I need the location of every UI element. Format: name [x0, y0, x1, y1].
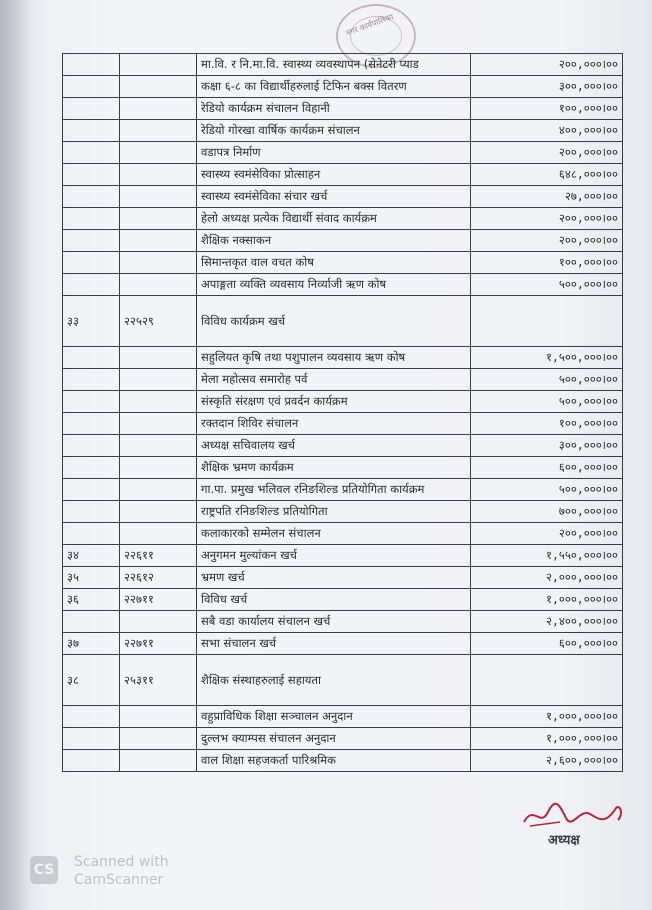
- description-cell: सहुलियत कृषि तथा पशुपालन व्यवसाय ऋण कोष: [197, 347, 471, 369]
- description-cell: दुल्लभ क्याम्पस संचालन अनुदान: [197, 728, 471, 750]
- description-cell: वडापत्र निर्माण: [197, 142, 471, 164]
- budget-code-cell: [120, 98, 197, 120]
- budget-code-cell: [120, 479, 197, 501]
- serial-number-cell: [63, 479, 120, 501]
- description-cell: भ्रमण खर्च: [197, 567, 471, 589]
- watermark-line2: CamScanner: [74, 872, 164, 888]
- amount-cell: २००,०००।००: [471, 230, 623, 252]
- table-row: [63, 391, 623, 413]
- budget-code-cell: [120, 413, 197, 435]
- serial-number-cell: ३६: [63, 589, 120, 611]
- serial-number-cell: ३५: [63, 567, 120, 589]
- table-row: [63, 523, 623, 545]
- budget-code-cell: [120, 501, 197, 523]
- serial-number-cell: [63, 347, 120, 369]
- table-row: [63, 208, 623, 230]
- budget-table: [62, 53, 623, 772]
- description-cell: विविध कार्यक्रम खर्च: [197, 296, 471, 347]
- serial-number-cell: [63, 369, 120, 391]
- serial-number-cell: ३८: [63, 655, 120, 706]
- table-row: [63, 728, 623, 750]
- table-row: [63, 413, 623, 435]
- description-cell: वहुप्राविधिक शिक्षा सञ्चालन अनुदान: [197, 706, 471, 728]
- budget-code-cell: २५३११: [120, 655, 197, 706]
- budget-code-cell: [120, 706, 197, 728]
- description-cell: सिमान्तकृत वाल वचत कोष: [197, 252, 471, 274]
- table-row: [63, 76, 623, 98]
- amount-cell: ३००,०००।००: [471, 435, 623, 457]
- budget-code-cell: २२६११: [120, 545, 197, 567]
- description-cell: संस्कृति संरक्षण एवं प्रवर्दन कार्यक्रम: [197, 391, 471, 413]
- amount-cell: २,४००,०००।००: [471, 611, 623, 633]
- description-cell: शैक्षिक संस्थाहरुलाई सहायता: [197, 655, 471, 706]
- description-cell: शैक्षिक नक्साकन: [197, 230, 471, 252]
- amount-cell: २००,०००।००: [471, 142, 623, 164]
- table-row: [63, 54, 623, 76]
- serial-number-cell: [63, 252, 120, 274]
- description-cell: कलाकारको सम्मेलन संचालन: [197, 523, 471, 545]
- amount-cell: १००,०००।००: [471, 413, 623, 435]
- camscanner-logo-icon: CS: [30, 856, 58, 884]
- amount-cell: २,६००,०००।००: [471, 750, 623, 772]
- description-cell: अनुगमन मुल्यांकन खर्च: [197, 545, 471, 567]
- description-cell: शैक्षिक भ्रमण कार्यक्रम: [197, 457, 471, 479]
- table-row: [63, 435, 623, 457]
- amount-cell: १,०००,०००।००: [471, 728, 623, 750]
- amount-cell: २,०००,०००।००: [471, 567, 623, 589]
- serial-number-cell: [63, 120, 120, 142]
- table-row: [63, 347, 623, 369]
- table-row: [63, 98, 623, 120]
- serial-number-cell: ३४: [63, 545, 120, 567]
- budget-code-cell: २२७११: [120, 589, 197, 611]
- table-row: [63, 706, 623, 728]
- budget-code-cell: [120, 391, 197, 413]
- table-row: [63, 369, 623, 391]
- table-row: [63, 611, 623, 633]
- amount-cell: १,५५०,०००।००: [471, 545, 623, 567]
- amount-cell: २००,०००।००: [471, 54, 623, 76]
- description-cell: अपाङ्गता व्यक्ति व्यवसाय निर्व्याजी ऋण कोष: [197, 274, 471, 296]
- budget-code-cell: [120, 252, 197, 274]
- table-row: [63, 120, 623, 142]
- amount-cell: १,०००,०००।००: [471, 589, 623, 611]
- amount-cell: १००,०००।००: [471, 98, 623, 120]
- description-cell: सभा संचालन खर्च: [197, 633, 471, 655]
- serial-number-cell: [63, 413, 120, 435]
- table-row: [63, 274, 623, 296]
- amount-cell: १,०००,०००।००: [471, 706, 623, 728]
- table-row: [63, 655, 623, 706]
- serial-number-cell: [63, 523, 120, 545]
- serial-number-cell: [63, 54, 120, 76]
- description-cell: मा.वि. र नि.मा.वि. स्वास्थ्य व्यवस्थापन (सेनेटरी प्याड: [197, 54, 471, 76]
- description-cell: वाल शिक्षा सहजकर्ता पारिश्रमिक: [197, 750, 471, 772]
- serial-number-cell: ३७: [63, 633, 120, 655]
- description-cell: कक्षा ६-८ का विद्यार्थीहरुलाई टिफिन बक्स वितरण: [197, 76, 471, 98]
- seal-text: नगर कार्यपालिका: [344, 12, 395, 38]
- amount-cell: ३००,०००।००: [471, 76, 623, 98]
- budget-code-cell: [120, 369, 197, 391]
- serial-number-cell: [63, 501, 120, 523]
- description-cell: गा.पा. प्रमुख भलिवल रनिङशिल्ड प्रतियोगिता कार्यक्रम: [197, 479, 471, 501]
- description-cell: रेडियो गोरखा वार्षिक कार्यक्रम संचालन: [197, 120, 471, 142]
- table-row: [63, 633, 623, 655]
- serial-number-cell: [63, 750, 120, 772]
- description-cell: स्वास्थ्य स्वमंसेविका संचार खर्च: [197, 186, 471, 208]
- amount-cell: ५००,०००।००: [471, 391, 623, 413]
- budget-code-cell: २२६१२: [120, 567, 197, 589]
- amount-cell: ५००,०००।००: [471, 274, 623, 296]
- amount-cell: २००,०००।००: [471, 523, 623, 545]
- budget-code-cell: [120, 164, 197, 186]
- table-row: [63, 479, 623, 501]
- serial-number-cell: [63, 98, 120, 120]
- serial-number-cell: [63, 76, 120, 98]
- budget-code-cell: [120, 457, 197, 479]
- budget-code-cell: २२५२९: [120, 296, 197, 347]
- budget-code-cell: [120, 611, 197, 633]
- budget-code-cell: [120, 728, 197, 750]
- table-row: [63, 186, 623, 208]
- amount-cell: [471, 296, 623, 347]
- serial-number-cell: [63, 208, 120, 230]
- amount-cell: १,५००,०००।००: [471, 347, 623, 369]
- serial-number-cell: [63, 391, 120, 413]
- budget-code-cell: [120, 435, 197, 457]
- budget-code-cell: [120, 142, 197, 164]
- budget-code-cell: [120, 76, 197, 98]
- amount-cell: १००,०००।००: [471, 252, 623, 274]
- serial-number-cell: ३३: [63, 296, 120, 347]
- budget-code-cell: [120, 274, 197, 296]
- budget-code-cell: [120, 523, 197, 545]
- serial-number-cell: [63, 164, 120, 186]
- signatory-title: अध्यक्ष: [548, 833, 580, 848]
- table-row: [63, 230, 623, 252]
- amount-cell: ७००,०००।००: [471, 501, 623, 523]
- description-cell: स्वास्थ्य स्वमंसेविका प्रोत्साहन: [197, 164, 471, 186]
- amount-cell: ६००,०००।००: [471, 457, 623, 479]
- amount-cell: ५००,०००।००: [471, 479, 623, 501]
- serial-number-cell: [63, 706, 120, 728]
- table-row: [63, 589, 623, 611]
- budget-code-cell: [120, 347, 197, 369]
- serial-number-cell: [63, 142, 120, 164]
- amount-cell: ६००,०००।००: [471, 633, 623, 655]
- serial-number-cell: [63, 186, 120, 208]
- watermark-line1: Scanned with: [74, 854, 169, 870]
- serial-number-cell: [63, 230, 120, 252]
- amount-cell: ५००,०००।००: [471, 369, 623, 391]
- description-cell: राष्ट्रपति रनिङशिल्ड प्रतियोगिता: [197, 501, 471, 523]
- amount-cell: २००,०००।००: [471, 208, 623, 230]
- serial-number-cell: [63, 457, 120, 479]
- amount-cell: ६४८,०००।००: [471, 164, 623, 186]
- description-cell: मेला महोत्सव समारोह पर्व: [197, 369, 471, 391]
- serial-number-cell: [63, 274, 120, 296]
- budget-code-cell: २२७११: [120, 633, 197, 655]
- budget-code-cell: [120, 750, 197, 772]
- table-row: [63, 545, 623, 567]
- page-edge-shadow: [0, 0, 30, 910]
- signature-icon: [520, 800, 630, 830]
- description-cell: हेलो अध्यक्ष प्रत्येक विद्यार्थी संवाद कार्यक्रम: [197, 208, 471, 230]
- budget-code-cell: [120, 54, 197, 76]
- budget-code-cell: [120, 208, 197, 230]
- description-cell: अध्यक्ष सचिवालय खर्च: [197, 435, 471, 457]
- serial-number-cell: [63, 728, 120, 750]
- description-cell: सबै वडा कार्यालय संचालन खर्च: [197, 611, 471, 633]
- amount-cell: [471, 655, 623, 706]
- table-row: [63, 164, 623, 186]
- table-row: [63, 457, 623, 479]
- budget-code-cell: [120, 120, 197, 142]
- table-row: [63, 296, 623, 347]
- description-cell: रेडियो कार्यक्रम संचालन विहानी: [197, 98, 471, 120]
- table-row: [63, 750, 623, 772]
- table-row: [63, 252, 623, 274]
- table-row: [63, 567, 623, 589]
- description-cell: विविध खर्च: [197, 589, 471, 611]
- description-cell: रक्तदान शिविर संचालन: [197, 413, 471, 435]
- amount-cell: ४००,०००।००: [471, 120, 623, 142]
- amount-cell: २७,०००।००: [471, 186, 623, 208]
- budget-code-cell: [120, 186, 197, 208]
- serial-number-cell: [63, 435, 120, 457]
- table-row: [63, 501, 623, 523]
- table-row: [63, 142, 623, 164]
- budget-code-cell: [120, 230, 197, 252]
- serial-number-cell: [63, 611, 120, 633]
